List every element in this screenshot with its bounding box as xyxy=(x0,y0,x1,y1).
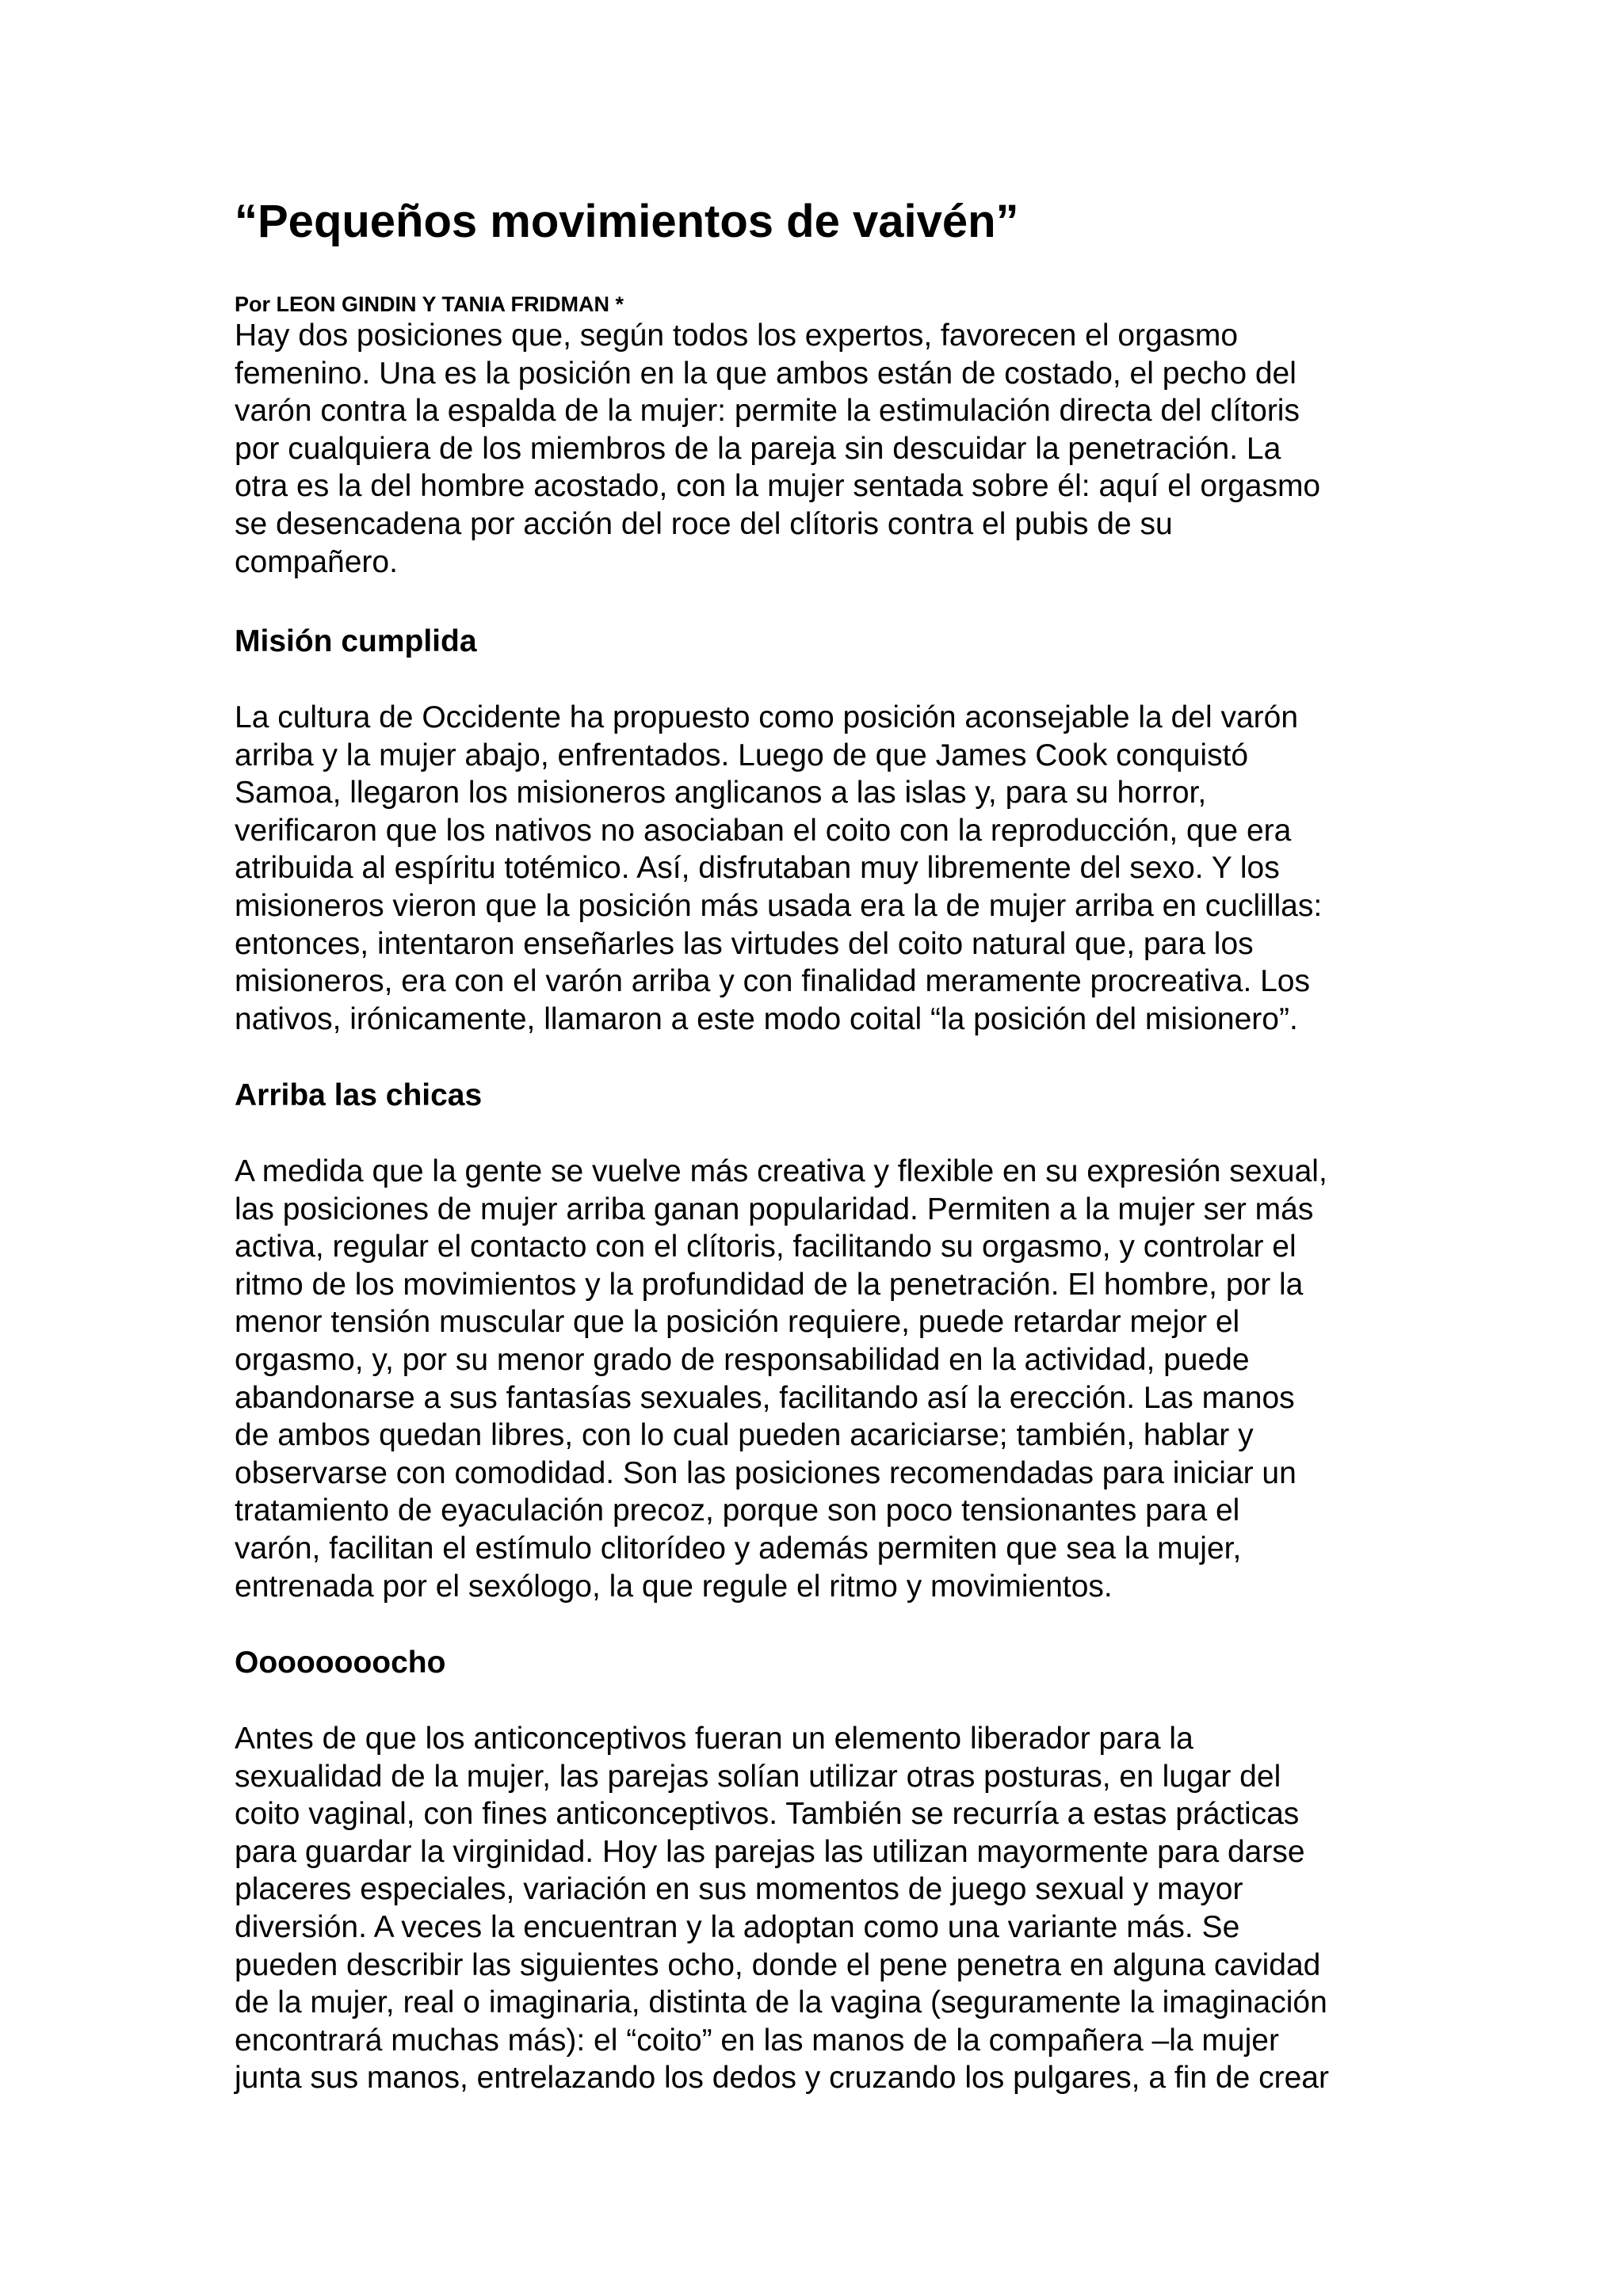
paragraph-line: Hay dos posiciones que, según todos los expertos, favorecen el orgasmo xyxy=(235,318,1239,353)
article-title: “Pequeños movimientos de vaivén” xyxy=(235,196,1019,247)
paragraph-line: Antes de que los anticonceptivos fueran un elemento liberador para la xyxy=(235,1722,1193,1756)
paragraph-line: pueden describir las siguientes ocho, donde el pene penetra en alguna cavidad xyxy=(235,1947,1321,1982)
paragraph-line: entrenada por el sexólogo, la que regule el ritmo y movimientos. xyxy=(235,1569,1113,1604)
section-paragraph xyxy=(235,699,1407,1038)
paragraph-line: entonces, intentaron enseñarles las virtudes del coito natural que, para los xyxy=(235,926,1254,961)
document-page xyxy=(235,0,1407,2296)
paragraph-line: compañero. xyxy=(235,544,398,579)
paragraph-line: diversión. A veces la encuentran y la adoptan como una variante más. Se xyxy=(235,1909,1240,1944)
paragraph-line: Samoa, llegaron los misioneros anglicanos a las islas y, para su horror, xyxy=(235,776,1207,810)
paragraph-line: varón, facilitan el estímulo clitorídeo y además permiten que sea la mujer, xyxy=(235,1531,1242,1566)
paragraph-line: verificaron que los nativos no asociaban el coito con la reproducción, que era xyxy=(235,813,1292,848)
article-byline: Por LEON GINDIN Y TANIA FRIDMAN * xyxy=(235,292,624,316)
paragraph-line: femenino. Una es la posición en la que ambos están de costado, el pecho del xyxy=(235,356,1296,391)
paragraph-line: orgasmo, y, por su menor grado de responsabilidad en la actividad, puede xyxy=(235,1342,1250,1377)
intro-paragraph xyxy=(235,317,1407,581)
section-paragraph xyxy=(235,1153,1407,1605)
paragraph-line: La cultura de Occidente ha propuesto como posición aconsejable la del varón xyxy=(235,700,1299,734)
paragraph-line: sexualidad de la mujer, las parejas solían utilizar otras posturas, en lugar del xyxy=(235,1759,1281,1794)
paragraph-line: observarse con comodidad. Son las posiciones recomendadas para iniciar un xyxy=(235,1455,1296,1490)
paragraph-line: encontrará muchas más): el “coito” en las manos de la compañera –la mujer xyxy=(235,2023,1279,2058)
paragraph-line: ritmo de los movimientos y la profundidad de la penetración. El hombre, por la xyxy=(235,1267,1304,1302)
paragraph-line: misioneros vieron que la posición más usada era la de mujer arriba en cuclillas: xyxy=(235,888,1323,923)
paragraph-line: arriba y la mujer abajo, enfrentados. Luego de que James Cook conquistó xyxy=(235,738,1249,772)
section-heading: Misión cumplida xyxy=(235,624,477,658)
paragraph-line: abandonarse a sus fantasías sexuales, facilitando así la erección. Las manos xyxy=(235,1380,1295,1415)
paragraph-line: junta sus manos, entrelazando los dedos y cruzando los pulgares, a fin de crear xyxy=(235,2061,1329,2096)
paragraph-line: A medida que la gente se vuelve más creativa y flexible en su expresión sexual, xyxy=(235,1154,1327,1188)
section-heading: Arriba las chicas xyxy=(235,1078,483,1112)
paragraph-line: se desencadena por acción del roce del clítoris contra el pubis de su xyxy=(235,506,1173,541)
paragraph-line: para guardar la virginidad. Hoy las parejas las utilizan mayormente para darse xyxy=(235,1834,1305,1869)
section-heading: Oooooooocho xyxy=(235,1646,446,1680)
paragraph-line: las posiciones de mujer arriba ganan popularidad. Permiten a la mujer ser más xyxy=(235,1192,1314,1226)
section-paragraph xyxy=(235,1720,1407,2097)
paragraph-line: atribuida al espíritu totémico. Así, disfrutaban muy libremente del sexo. Y los xyxy=(235,851,1280,886)
paragraph-line: de ambos quedan libres, con lo cual pueden acariciarse; también, hablar y xyxy=(235,1418,1254,1453)
paragraph-line: coito vaginal, con fines anticonceptivos. También se recurría a estas prácticas xyxy=(235,1797,1300,1832)
paragraph-line: varón contra la espalda de la mujer: permite la estimulación directa del clítoris xyxy=(235,394,1300,429)
paragraph-line: placeres especiales, variación en sus momentos de juego sexual y mayor xyxy=(235,1872,1243,1907)
paragraph-line: por cualquiera de los miembros de la pareja sin descuidar la penetración. La xyxy=(235,431,1281,466)
paragraph-line: activa, regular el contacto con el clítoris, facilitando su orgasmo, y controlar el xyxy=(235,1230,1296,1264)
paragraph-line: otra es la del hombre acostado, con la mujer sentada sobre él: aquí el orgasmo xyxy=(235,469,1321,504)
paragraph-line: tratamiento de eyaculación precoz, porque son poco tensionantes para el xyxy=(235,1493,1240,1528)
paragraph-line: menor tensión muscular que la posición requiere, puede retardar mejor el xyxy=(235,1305,1240,1340)
paragraph-line: nativos, irónicamente, llamaron a este modo coital “la posición del misionero”. xyxy=(235,1001,1298,1036)
paragraph-line: misioneros, era con el varón arriba y con finalidad meramente procreativa. Los xyxy=(235,964,1311,999)
paragraph-line: de la mujer, real o imaginaria, distinta de la vagina (seguramente la imaginación xyxy=(235,1985,1327,2020)
